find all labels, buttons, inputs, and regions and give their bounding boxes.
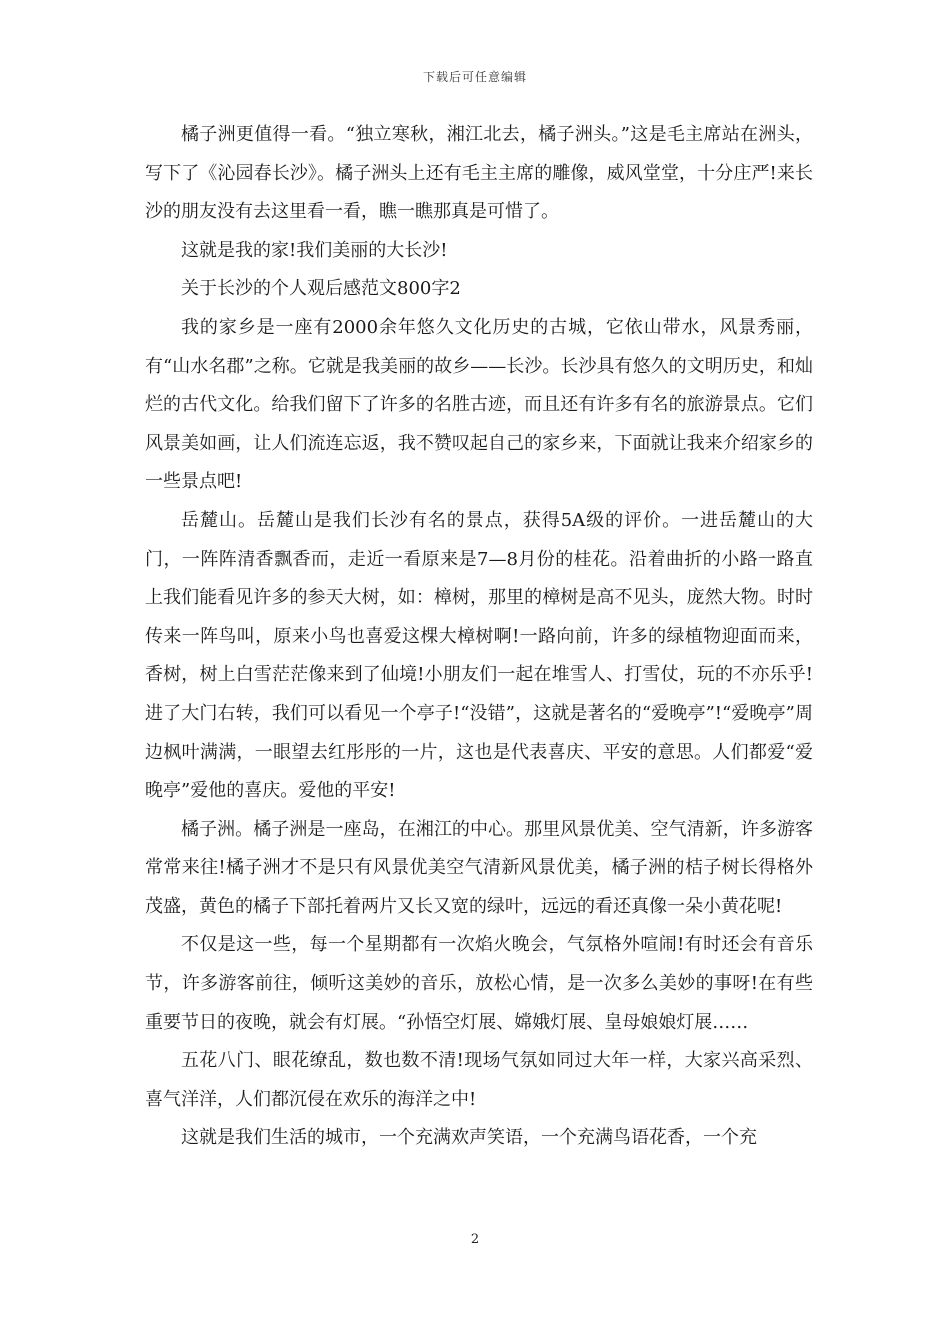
page-header: 下载后可任意编辑 bbox=[422, 70, 527, 84]
section-title: 关于长沙的个人观后感范文800字2 bbox=[181, 278, 461, 300]
paragraph: 这就是我们生活的城市，一个充满欢声笑语，一个充满鸟语花香，一个充 bbox=[181, 1127, 757, 1149]
paragraph: 五花八门、眼花缭乱，数也数不清!现场气氛如同过大年一样，大家兴高采烈、喜气洋洋，人们都沉侵在欢乐的海洋之中! bbox=[145, 1050, 813, 1110]
page-number: 2 bbox=[470, 1232, 480, 1247]
paragraph: 橘子洲。橘子洲是一座岛，在湘江的中心。那里风景优美、空气清新，许多游客常常来往!橘子洲才不是只有风景优美空气清新风景优美，橘子洲的桔子树长得格外茂盛，黄色的橘子下部托着两片又长又宽的绿叶，远远的看还真像一朵小黄花呢! bbox=[145, 818, 813, 917]
document-body bbox=[145, 116, 813, 1158]
paragraph: 我的家乡是一座有2000余年悠久文化历史的古城，它依山带水，风景秀丽，有“山水名郡”之称。它就是我美丽的故乡——长沙。长沙具有悠久的文明历史，和灿烂的古代文化。给我们留下了许多的名胜古迹，而且还有许多有名的旅游景点。它们风景美如画，让人们流连忘返，我不赞叹起自己的家乡来，下面就让我来介绍家乡的一些景点吧! bbox=[145, 316, 813, 493]
paragraph: 岳麓山。岳麓山是我们长沙有名的景点，获得5A级的评价。一进岳麓山的大门，一阵阵清香飘香而，走近一看原来是7—8月份的桂花。沿着曲折的小路一路直上我们能看见许多的参天大树，如：樟树，那里的樟树是高不见头，庞然大物。时时传来一阵鸟叫，原来小鸟也喜爱这棵大樟树啊!一路向前，许多的绿植物迎面而来，香树，树上白雪茫茫像来到了仙境!小朋友们一起在堆雪人、打雪仗，玩的不亦乐乎!进了大门右转，我们可以看见一个亭子!“没错”，这就是著名的“爱晚亭”!“爱晚亭”周边枫叶满满，一眼望去红彤彤的一片，这也是代表喜庆、平安的意思。人们都爱“爱晚亭”爱他的喜庆。爱他的平安! bbox=[145, 509, 813, 802]
paragraph: 橘子洲更值得一看。“独立寒秋，湘江北去，橘子洲头。”这是毛主席站在洲头，写下了《沁园春长沙》。橘子洲头上还有毛主主席的雕像，威风堂堂，十分庄严!来长沙的朋友没有去这里看一看，瞧一瞧那真是可惜了。 bbox=[145, 124, 813, 223]
paragraph: 这就是我的家!我们美丽的大长沙! bbox=[181, 239, 448, 261]
paragraph: 不仅是这一些，每一个星期都有一次焰火晚会，气氛格外喧闹!有时还会有音乐节，许多游客前往，倾听这美妙的音乐，放松心情，是一次多么美妙的事呀!在有些重要节日的夜晚，就会有灯展。“孙悟空灯展、嫦娥灯展、皇母娘娘灯展…… bbox=[145, 934, 813, 1033]
